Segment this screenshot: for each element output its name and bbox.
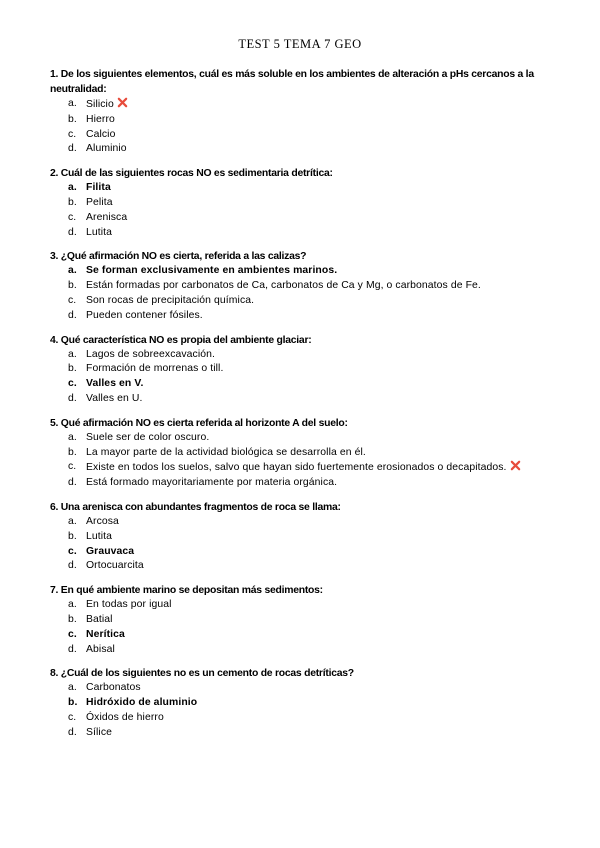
question-7 xyxy=(50,583,560,657)
option-list xyxy=(50,515,560,574)
option-a xyxy=(50,181,560,196)
option-text: Ortocuarcita xyxy=(86,560,144,572)
option-letter: d. xyxy=(68,143,77,155)
question-4 xyxy=(50,333,560,407)
option-letter: c. xyxy=(68,545,77,557)
question-text: 7. En qué ambiente marino se depositan más sedimentos: xyxy=(50,585,323,597)
option-letter: d. xyxy=(68,477,77,489)
option-letter: d. xyxy=(68,643,77,655)
option-d xyxy=(50,392,560,407)
option-list xyxy=(50,181,560,240)
option-list xyxy=(50,431,560,491)
option-b xyxy=(50,446,560,461)
option-a xyxy=(50,681,560,696)
option-letter: c. xyxy=(68,461,77,473)
option-b xyxy=(50,279,560,294)
question-6 xyxy=(50,500,560,574)
option-c xyxy=(50,711,560,726)
question-text: 8. ¿Cuál de los siguientes no es un cemento de rocas detríticas? xyxy=(50,668,354,680)
option-text: Lutita xyxy=(86,530,113,542)
option-letter: d. xyxy=(68,560,77,572)
option-c xyxy=(50,545,560,560)
option-list xyxy=(50,348,560,407)
wrong-mark-icon xyxy=(510,460,521,471)
option-text: Lutita xyxy=(86,226,113,238)
option-a xyxy=(50,515,560,530)
option-text: Filita xyxy=(86,182,111,194)
option-letter: d. xyxy=(68,392,77,404)
option-letter: c. xyxy=(68,628,77,640)
option-text: Nerítica xyxy=(86,628,125,640)
option-letter: c. xyxy=(68,211,77,223)
option-letter: b. xyxy=(68,697,78,709)
option-text: Pueden contener fósiles. xyxy=(86,309,203,321)
question-text: 5. Qué afirmación NO es cierta referida al horizonte A del suelo: xyxy=(50,417,348,429)
option-text: Se forman exclusivamente en ambientes marinos. xyxy=(86,265,338,277)
option-d xyxy=(50,476,560,491)
option-letter: b. xyxy=(68,280,77,292)
option-list xyxy=(50,264,560,323)
option-letter: b. xyxy=(68,363,77,375)
option-a xyxy=(50,348,560,363)
option-text: La mayor parte de la actividad biológica se desarrolla en él. xyxy=(86,446,366,458)
option-letter: a. xyxy=(68,599,77,611)
option-text: Arcosa xyxy=(86,515,119,527)
option-list xyxy=(50,681,560,740)
option-letter: c. xyxy=(68,294,77,306)
option-text: Hidróxido de aluminio xyxy=(86,697,198,709)
option-d xyxy=(50,226,560,241)
option-text: Pelita xyxy=(86,196,113,208)
option-text: Batial xyxy=(86,613,113,625)
option-letter: b. xyxy=(68,113,77,125)
option-letter: c. xyxy=(68,128,77,140)
option-text: Valles en U. xyxy=(86,392,143,404)
question-text: 3. ¿Qué afirmación NO es cierta, referida a las calizas? xyxy=(50,251,307,263)
option-list xyxy=(50,97,560,157)
option-letter: b. xyxy=(68,446,77,458)
option-b xyxy=(50,362,560,377)
option-letter: a. xyxy=(68,182,77,194)
option-c xyxy=(50,628,560,643)
option-letter: a. xyxy=(68,98,77,109)
option-text: Grauvaca xyxy=(86,545,135,557)
option-letter: a. xyxy=(68,265,77,277)
option-d xyxy=(50,309,560,324)
option-text: Está formado mayoritariamente por materia orgánica. xyxy=(86,477,338,489)
question-5 xyxy=(50,416,560,491)
option-text: Suele ser de color oscuro. xyxy=(86,431,210,443)
option-letter: a. xyxy=(68,515,77,527)
option-list xyxy=(50,598,560,657)
option-letter: a. xyxy=(68,682,77,694)
option-c xyxy=(50,211,560,226)
option-a xyxy=(50,431,560,446)
option-text: Aluminio xyxy=(86,143,127,155)
option-letter: d. xyxy=(68,726,77,738)
option-c xyxy=(50,294,560,309)
option-text: Valles en V. xyxy=(86,378,144,390)
option-text: Sílice xyxy=(86,726,113,738)
option-d xyxy=(50,142,560,157)
option-text: En todas por igual xyxy=(86,599,172,611)
wrong-mark-icon xyxy=(117,97,128,108)
option-b xyxy=(50,613,560,628)
option-text: Carbonatos xyxy=(86,682,141,694)
option-text: Formación de morrenas o till. xyxy=(86,363,224,375)
option-c xyxy=(50,128,560,143)
option-c xyxy=(50,377,560,392)
option-d xyxy=(50,726,560,741)
question-text: 4. Qué característica NO es propia del ambiente glaciar: xyxy=(50,334,312,346)
option-letter: d. xyxy=(68,226,77,238)
option-text: Óxidos de hierro xyxy=(86,711,164,723)
option-a xyxy=(50,264,560,279)
question-list xyxy=(50,67,560,750)
option-a xyxy=(50,598,560,613)
option-text: Hierro xyxy=(86,113,115,125)
question-2 xyxy=(50,166,560,240)
option-c xyxy=(50,460,560,476)
option-text: Abisal xyxy=(86,643,115,655)
option-letter: a. xyxy=(68,431,77,443)
option-b xyxy=(50,530,560,545)
option-letter: b. xyxy=(68,196,77,208)
question-3 xyxy=(50,249,560,323)
question-text: 2. Cuál de las siguientes rocas NO es sedimentaria detrítica: xyxy=(50,168,333,180)
option-b xyxy=(50,113,560,128)
option-b xyxy=(50,196,560,211)
question-text: 1. De los siguientes elementos, cuál es más soluble en los ambientes de alteración a pHs cercanos a la neutralidad: xyxy=(50,69,534,95)
option-text: Están formadas por carbonatos de Ca, carbonatos de Ca y Mg, o carbonatos de Fe. xyxy=(86,280,481,292)
option-text: Silicio xyxy=(86,99,114,110)
option-letter: d. xyxy=(68,309,77,321)
option-b xyxy=(50,696,560,711)
option-a xyxy=(50,97,560,113)
option-text: Existe en todos los suelos, salvo que hayan sido fuertemente erosionados o decapitados. xyxy=(86,462,507,474)
option-letter: c. xyxy=(68,378,77,390)
question-8 xyxy=(50,666,560,740)
option-text: Son rocas de precipitación química. xyxy=(86,294,255,306)
option-letter: b. xyxy=(68,530,77,542)
option-text: Calcio xyxy=(86,128,116,140)
option-text: Lagos de sobreexcavación. xyxy=(86,348,216,360)
option-letter: a. xyxy=(68,348,77,360)
question-1 xyxy=(50,67,560,157)
option-letter: b. xyxy=(68,613,77,625)
option-d xyxy=(50,559,560,574)
question-text: 6. Una arenisca con abundantes fragmentos de roca se llama: xyxy=(50,501,341,513)
option-text: Arenisca xyxy=(86,211,128,223)
option-letter: c. xyxy=(68,711,77,723)
page-title: TEST 5 TEMA 7 GEO xyxy=(238,37,362,51)
option-d xyxy=(50,643,560,658)
